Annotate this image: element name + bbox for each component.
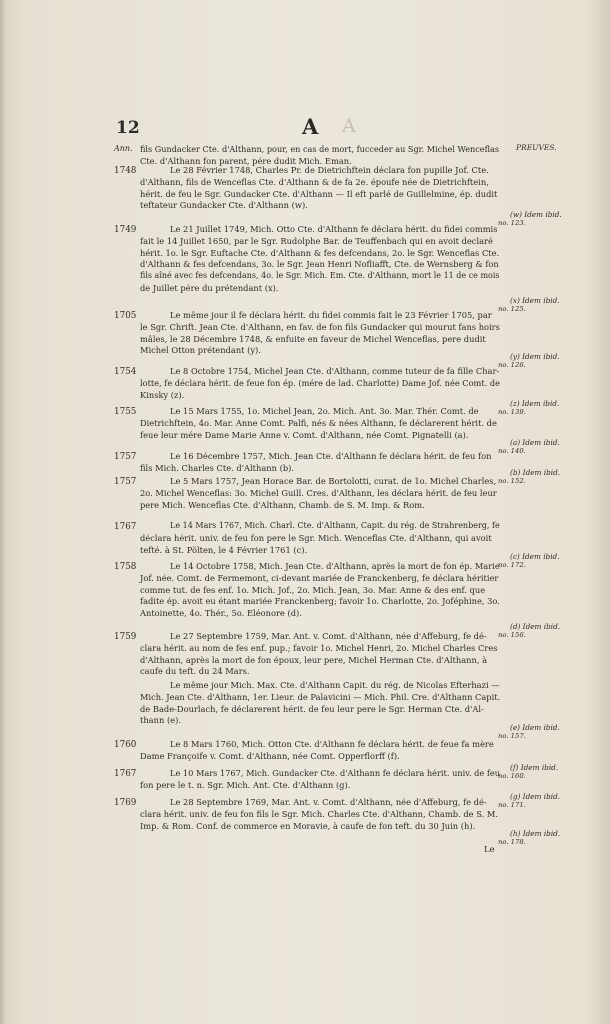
- catchword: Le: [484, 845, 495, 855]
- text-line: Le 16 Décembre 1757, Mich. Jean Cte. d'Althann fe déclara hérit. de feu fon: [170, 451, 492, 461]
- text-line: Dame Françoife v. Comt. d'Althann, née Comt. Opperflorff (f).: [140, 750, 400, 761]
- text-line: lotte, fe déclara hérit. de feue fon ép. (mére de lad. Charlotte) Dame Jof. née Comt. de: [140, 377, 500, 388]
- text-line: Le 28 Septembre 1769, Mar. Ant. v. Comt. d'Althann, née d'Affeburg, fe dé-: [170, 797, 487, 807]
- text-line: Le 27 Septembre 1759, Mar. Ant. v. Comt. d'Althann, née d'Affeburg, fe dé-: [170, 631, 487, 641]
- proof-reference: (d) Idem ibid.: [510, 622, 561, 631]
- proof-reference: (z) Idem ibid.: [510, 399, 560, 408]
- proof-number: no. 140.: [498, 447, 526, 455]
- text-line: hérit. de feu le Sgr. Gundacker Cte. d'Althann — Il eft parlé de Guillelmine, ép. dudit: [140, 188, 498, 199]
- text-line: Le 21 Juillet 1749, Mich. Otto Cte. d'Althann fe déclara hérit. du fidei commis: [170, 224, 498, 234]
- proof-reference: (b) Idem ibid.: [510, 468, 561, 477]
- text-line: déclara hérit. univ. de feu fon pere le Sgr. Mich. Wenceflas Cte. d'Althann, qui avoit: [140, 532, 492, 543]
- text-line: pere Mich. Wenceflas Cte. d'Althann, Chamb. de S. M. Imp. & Rom.: [140, 499, 425, 510]
- proof-number: no. 152.: [498, 477, 526, 485]
- text-line: thann (e).: [140, 715, 181, 726]
- text-line: de Bade-Dourlach, fe déclarerent hérit. de feu leur pere le Sgr. Herman Cte. d'Al-: [140, 703, 484, 714]
- text-line: Dietrichftein, 4o. Mar. Anne Comt. Palfi, nés & nées Althann, fe déclarerent hérit. de: [140, 417, 497, 428]
- section-letter: A: [302, 114, 319, 139]
- column-label: PREUVES.: [516, 143, 557, 152]
- text-line: fils Gundacker Cte. d'Althann, pour, en cas de mort, fucceder au Sgr. Michel Wenceflas: [140, 144, 500, 154]
- text-line: Le 8 Mars 1760, Mich. Otton Cte. d'Althann fe déclara hérit. de feue fa mère: [170, 739, 494, 749]
- paragraph-year: 1757: [114, 477, 137, 487]
- text-line: tefté. à St. Pölten, le 4 Février 1761 (c).: [140, 544, 308, 555]
- text-line: le Sgr. Chrift. Jean Cte. d'Althann, en fav. de fon fils Gundacker qui mourut fans hoirs: [140, 321, 500, 332]
- text-line: clara hérit. univ. de feu fon fils le Sgr. Mich. Charles Cte. d'Althann, Chamb. de S. M.: [140, 808, 498, 819]
- text-line: Le 28 Février 1748, Charles Pr. de Dietrichftein déclara fon pupille Jof. Cte.: [170, 165, 489, 175]
- paragraph-year: 1755: [114, 407, 137, 417]
- text-line: caufe du teft. du 24 Mars.: [140, 666, 250, 677]
- text-line: Michel Otton prétendant (y).: [140, 345, 261, 356]
- proof-number: no. 126.: [498, 361, 526, 369]
- page-header: [116, 114, 556, 142]
- text-line: clara hérit. au nom de fes enf. pup.; favoir 1o. Michel Henri, 2o. Michel Charles Cres: [140, 642, 498, 653]
- text-line: Le 5 Mars 1757, Jean Horace Bar. de Bortolotti, curat. de 1o. Michel Charles,: [170, 476, 497, 486]
- text-line: hérit. 1o. le Sgr. Euftache Cte. d'Althann & fes defcendans, 2o. le Sgr. Wenceflas Cte.: [140, 247, 500, 258]
- text-line: fils Mich. Charles Cte. d'Althann (b).: [140, 462, 295, 473]
- proof-reference: (w) Idem ibid.: [510, 210, 562, 219]
- paragraph-year: 1748: [114, 166, 137, 176]
- text-line: Le 14 Octobre 1758, Mich. Jean Cte. d'Althann, après la mort de fon ép. Marie: [170, 561, 500, 571]
- proof-number: no. 171.: [498, 801, 526, 809]
- proof-number: no. 156.: [498, 631, 526, 639]
- text-line: Jof. née. Comt. de Fermemont, ci-devant mariée de Franckenberg, fe déclara héritier: [140, 572, 499, 583]
- proof-number: no. 125.: [498, 305, 526, 313]
- text-line: Le 14 Mars 1767, Mich. Charl. Cte. d'Althann, Capit. du rég. de Strahrenberg, fe: [170, 521, 500, 530]
- proof-number: no. 139.: [498, 408, 526, 416]
- paragraph-year: 1705: [114, 311, 137, 321]
- text-line: fadite ép. avoit eu étant mariée Franckenberg; favoir 1o. Charlotte, 2o. Joféphine, 3o.: [140, 596, 500, 607]
- text-line: d'Althann, fils de Wenceflas Cte. d'Althann & de fa 2e. époufe née de Dietrichftein,: [140, 176, 489, 187]
- paragraph-year: 1758: [114, 562, 137, 572]
- proof-reference: (a) Idem ibid.: [510, 438, 560, 447]
- paragraph-year: 1769: [114, 798, 137, 808]
- proof-number: no. 160.: [498, 772, 526, 780]
- proof-reference: (f) Idem ibid.: [510, 763, 559, 772]
- text-line: comme tut. de fes enf. 1o. Mich. Jof., 2o. Mich. Jean, 3o. Mar. Anne & des enf. que: [140, 584, 486, 595]
- paragraph-year: 1759: [114, 632, 137, 642]
- text-line: d'Althann & fes defcendans, 3o. le Sgr. Jean Henri Nofliafft, Cte. de Wernsberg & fon: [140, 259, 499, 270]
- page-number: 12: [116, 118, 140, 138]
- proof-number: no. 172.: [498, 561, 526, 569]
- proof-reference: (c) Idem ibid.: [510, 552, 560, 561]
- text-line: Le 8 Octobre 1754, Michel Jean Cte. d'Althann, comme tuteur de fa fille Char-: [170, 366, 500, 376]
- text-line: Imp. & Rom. Conf. de commerce en Moravie, à caufe de fon teft. du 30 Juin (h).: [140, 820, 476, 831]
- text-line: fils aîné avec fes defcendans, 4o. le Sgr. Mich. Em. Cte. d'Althann, mort le 11 de ce mois: [140, 271, 500, 281]
- text-line: Antoinette, 4o. Thér., 5o. Eléonore (d).: [140, 608, 302, 619]
- paragraph-year: 1760: [114, 740, 137, 750]
- text-line: Le 15 Mars 1755, 1o. Michel Jean, 2o. Mich. Ant. 3o. Mar. Thér. Comt. de: [170, 406, 479, 416]
- text-line: fon pere le t. n. Sgr. Mich. Ant. Cte. d'Althann (g).: [140, 779, 351, 790]
- paragraph-year: 1767: [114, 769, 137, 779]
- section-letter-ghost: A: [342, 115, 356, 137]
- margin-label: Ann.: [114, 144, 133, 153]
- proof-reference: (h) Idem ibid.: [510, 829, 561, 838]
- text-line: de Juillet pére du prétendant (x).: [140, 283, 279, 293]
- text-line: 2o. Michel Wenceflas: 3o. Michel Guill. Cres. d'Althann, les déclara hérit. de feu leur: [140, 487, 497, 498]
- text-line: Le 10 Mars 1767, Mich. Gundacker Cte. d'Althann fe déclara hérit. univ. de feu: [170, 768, 501, 778]
- paragraph-year: 1754: [114, 367, 137, 377]
- proof-reference: (y) Idem ibid.: [510, 352, 560, 361]
- text-line: mâles, le 28 Décembre 1748, & enfuite en faveur de Michel Wenceflas, pere dudit: [140, 333, 486, 344]
- proof-number: no. 157.: [498, 732, 526, 740]
- text-line: d'Althann, après la mort de fon époux, leur pere, Michel Herman Cte. d'Althann, à: [140, 654, 488, 665]
- proof-reference: (x) Idem ibid.: [510, 296, 560, 305]
- text-line: Le même jour il fe déclara hérit. du fidei commis fait le 23 Février 1705, par: [170, 310, 492, 320]
- text-line: fait le 14 Juillet 1650, par le Sgr. Rudolphe Bar. de Teuffenbach qui en avoit declaré: [140, 235, 493, 246]
- text-line: Cte. d'Althann fon parent, pére dudit Mich. Eman.: [140, 155, 352, 166]
- proof-number: no. 123.: [498, 219, 526, 227]
- proof-number: no. 178.: [498, 838, 526, 846]
- paragraph-year: 1757: [114, 452, 137, 462]
- paragraph-year: 1767: [114, 522, 137, 532]
- proof-reference: (e) Idem ibid.: [510, 723, 560, 732]
- text-line: Mich. Jean Cte. d'Althann, 1er. Lieur. de Palavicini — Mich. Phil. Cre. d'Althann Capit.: [140, 691, 501, 702]
- text-line: Kinsky (z).: [140, 389, 185, 400]
- paragraph-year: 1749: [114, 225, 137, 235]
- text-line: teftateur Gundacker Cte. d'Althann (w).: [140, 200, 308, 211]
- text-line: Le même jour Mich. Max. Cte. d'Althann Capit. du rég. de Nicolas Efterhazi —: [170, 680, 500, 690]
- text-line: feue leur mére Dame Marie Anne v. Comt. d'Althann, née Comt. Pignatelli (a).: [140, 429, 469, 440]
- page-fold-shadow: [0, 0, 6, 1024]
- proof-reference: (g) Idem ibid.: [510, 792, 561, 801]
